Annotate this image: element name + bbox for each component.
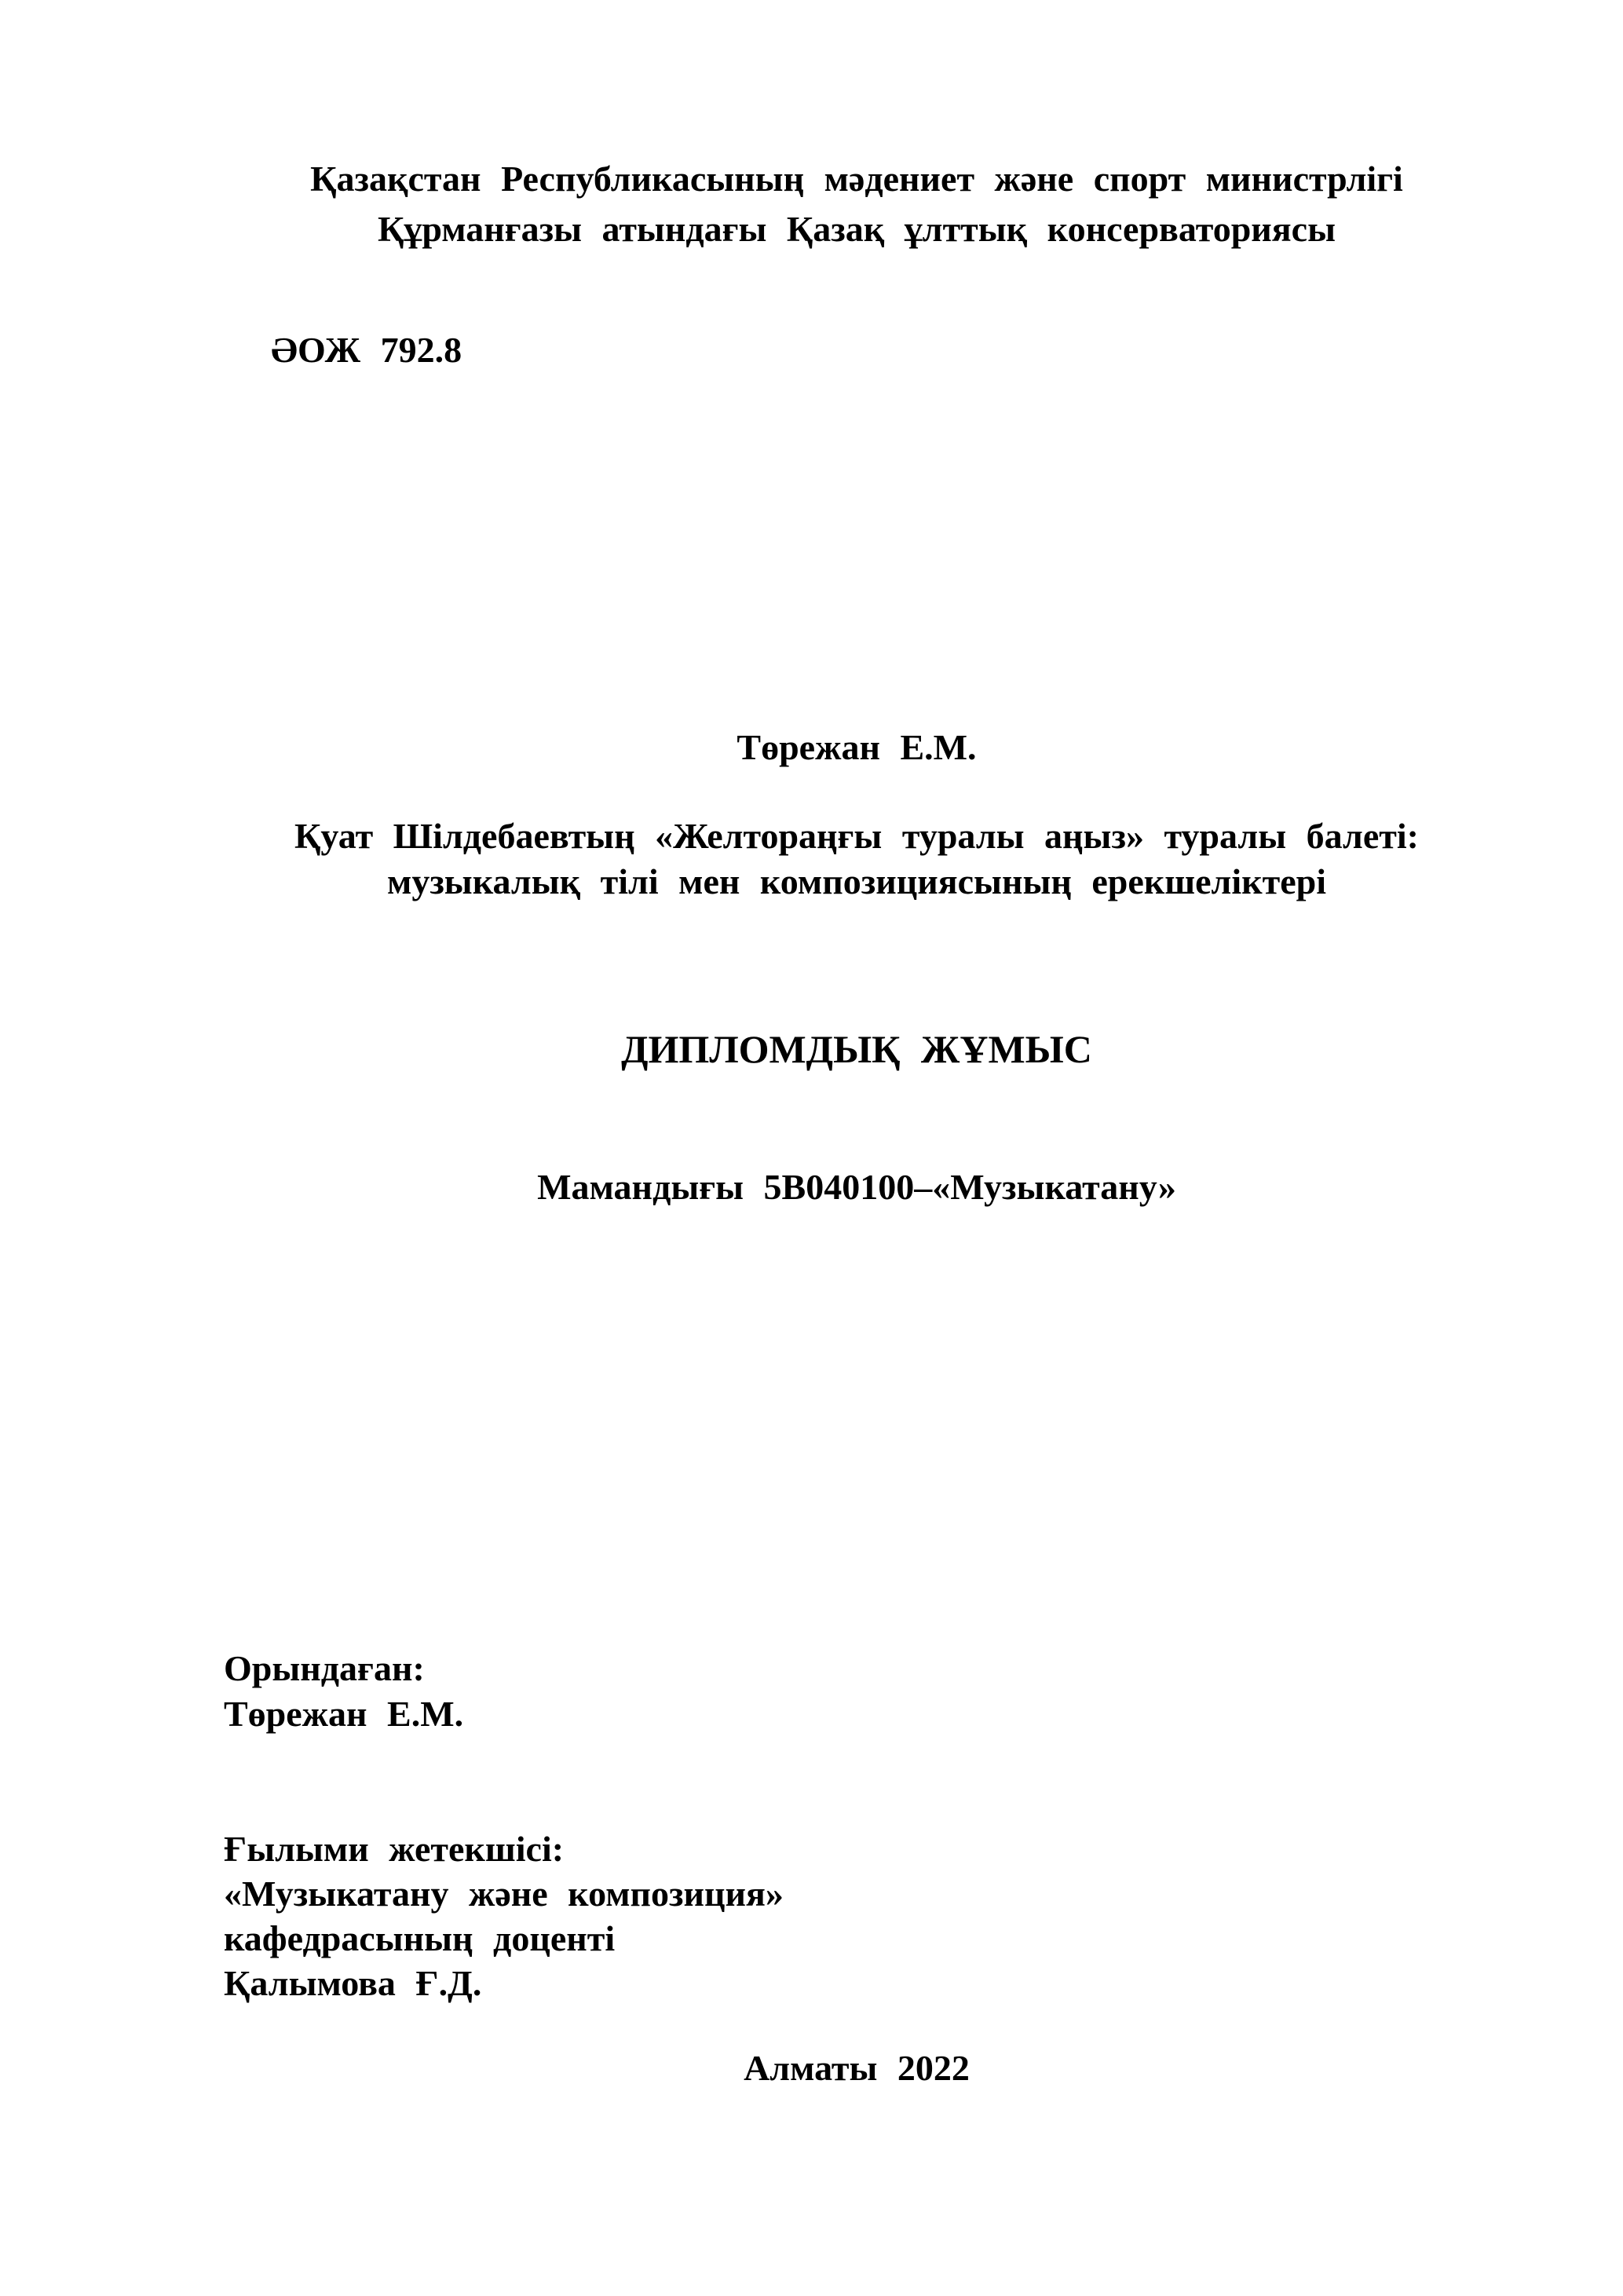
supervisor-name: Қалымова Ғ.Д. [224, 1963, 482, 2003]
supervisor-label: Ғылыми жетекшісі: [224, 1829, 565, 1869]
thesis-title-line2: музыкалық тілі мен композициясының ерекшеліктері [386, 861, 1327, 901]
udc-code: ӘОЖ 792.8 [271, 330, 462, 370]
ministry-name: Қазақстан Республикасының мәдениет және спорт министрлігі [310, 159, 1403, 199]
supervisor-department-line2: кафедрасының доценті [224, 1918, 616, 1958]
specialty-line: Мамандығы 5В040100–«Музыкатану» [537, 1167, 1176, 1207]
author-name: Төрежан Е.М. [737, 727, 977, 767]
performed-by-label: Орындаған: [224, 1648, 425, 1688]
thesis-title-line1: Қуат Шілдебаевтың «Желтораңғы туралы аңыз» туралы балеті: [294, 816, 1419, 856]
supervisor-department-line1: «Музыкатану және композиция» [224, 1874, 784, 1914]
city-year: Алматы 2022 [744, 2048, 970, 2088]
work-type-heading: ДИПЛОМДЫҚ ЖҰМЫС [621, 1027, 1092, 1071]
thesis-title [224, 813, 1490, 905]
performed-by-name: Төрежан Е.М. [224, 1694, 464, 1734]
institution-header [224, 154, 1490, 254]
conservatory-name: Құрманғазы атындағы Қазақ ұлттық консерваториясы [377, 209, 1336, 249]
performed-by-section [224, 1646, 1490, 1737]
supervisor-section [224, 1826, 1490, 2005]
